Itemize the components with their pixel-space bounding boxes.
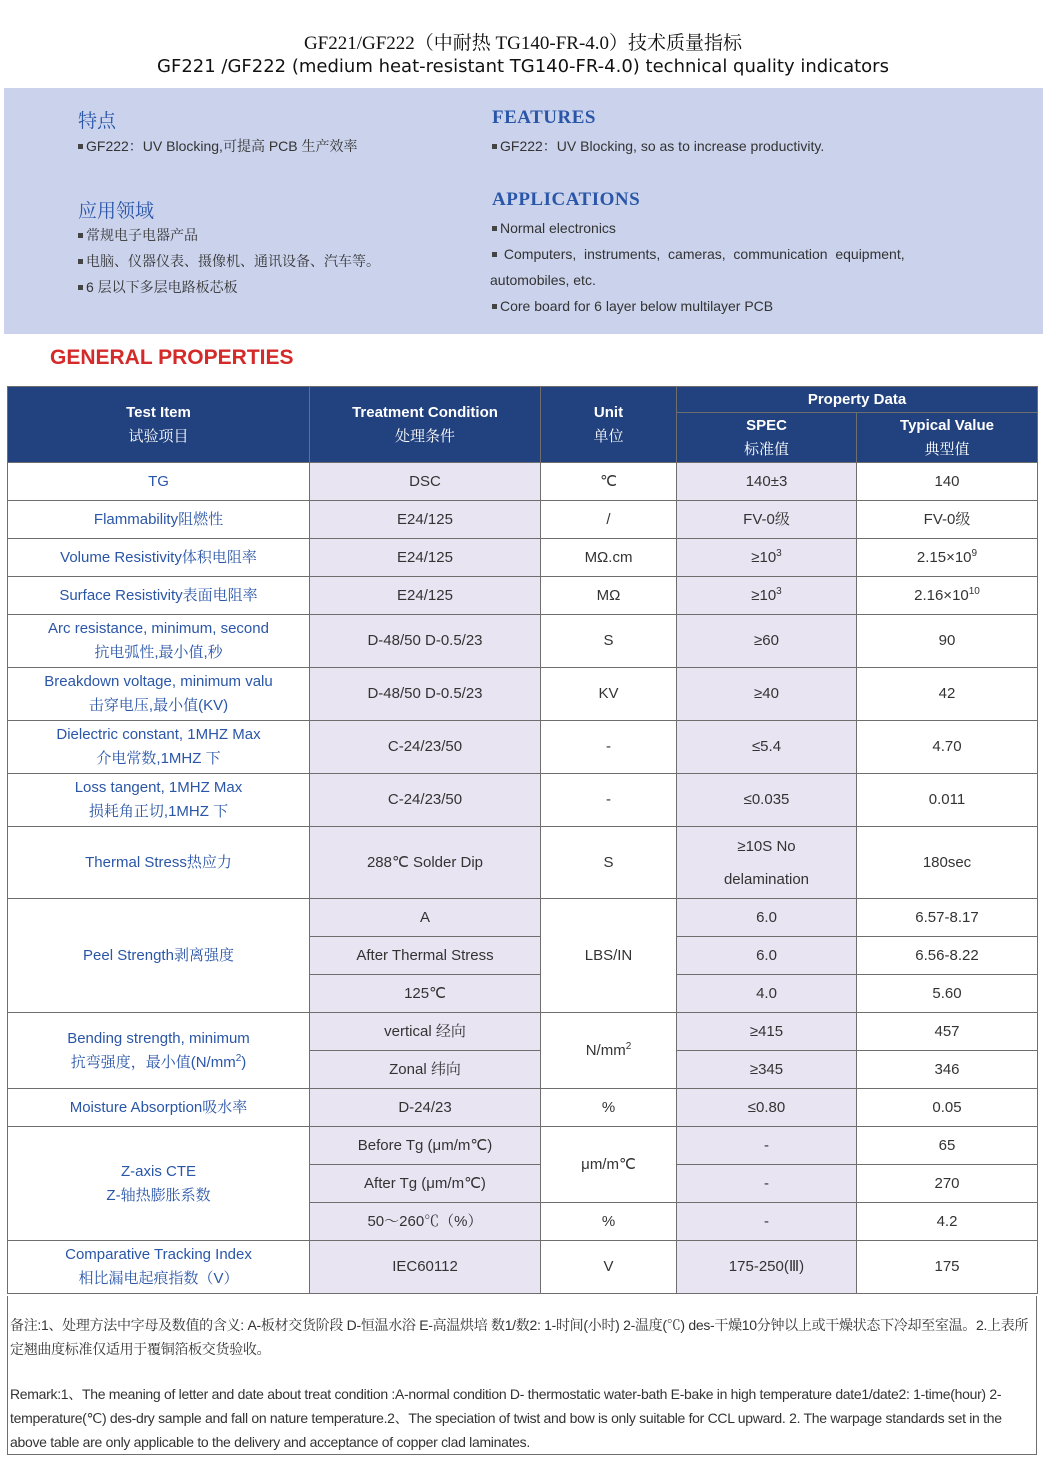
cell-typical: 0.011 (857, 774, 1038, 827)
cell-spec: ≥40 (677, 668, 857, 721)
bullet-square-icon (492, 144, 497, 149)
cell-unit: V (541, 1241, 677, 1294)
bullet-square-icon (492, 252, 497, 257)
cell-condition: DSC (310, 463, 541, 501)
bullet-square-icon (492, 226, 497, 231)
remark-english: Remark:1、The meaning of letter and date about treat condition :A-normal condition D- thermostatic water-bath E-bake in high temperature date1/date2: 1-time(hour) 2-temperature(℃) des-dry sample and fall on nature temperature.2、The speciation of twist and bow is only suitable for CCL upward. 2. The warpage standards set in the above table are only applicable to the delivery and acceptance of copper clad laminates. (10, 1386, 1002, 1450)
cell-typical: 4.70 (857, 721, 1038, 774)
cell-unit: - (541, 774, 677, 827)
application-item-en: Normal electronics (492, 215, 616, 241)
bullet-square-icon (78, 144, 83, 149)
application-item-cn: 6 层以下多层电路板芯板 (78, 274, 238, 300)
cell-unit: ℃ (541, 463, 677, 501)
table-row (8, 577, 1038, 615)
cell-unit: MΩ.cm (541, 539, 677, 577)
cell-condition: D-48/50 D-0.5/23 (310, 668, 541, 721)
cell-typical: 5.60 (857, 975, 1038, 1013)
cell-unit: % (541, 1089, 677, 1127)
table-row (8, 501, 1038, 539)
cell-condition: D-48/50 D-0.5/23 (310, 615, 541, 668)
table-row (8, 1241, 1038, 1294)
cell-typical: 6.57-8.17 (857, 899, 1038, 937)
cell-spec: ≥345 (677, 1051, 857, 1089)
cell-typical: 270 (857, 1165, 1038, 1203)
cell-test-item: Z-axis CTE Z-轴热膨胀系数 (8, 1127, 310, 1241)
cell-unit: LBS/IN (541, 899, 677, 1013)
cell-unit: MΩ (541, 577, 677, 615)
cell-spec: 6.0 (677, 899, 857, 937)
cell-condition: 125℃ (310, 975, 541, 1013)
cell-typical: 4.2 (857, 1203, 1038, 1241)
cell-condition: C-24/23/50 (310, 774, 541, 827)
table-row (8, 668, 1038, 721)
cell-typical: 90 (857, 615, 1038, 668)
remark-chinese: 备注:1、处理方法中字母及数值的含义: A-板材交货阶段 D-恒温水浴 E-高温烘培 数1/数2: 1-时间(小时) 2-温度(℃) des-干燥10分钟以上或干燥状态下冷却至室温。2.上表所定翘曲度标准仅适用于覆铜箔板交货验收。 (10, 1317, 1029, 1357)
cell-condition: 50～260℃（%） (310, 1203, 541, 1241)
table-row (8, 615, 1038, 668)
cell-condition: A (310, 899, 541, 937)
cell-condition: E24/125 (310, 501, 541, 539)
cell-unit: S (541, 827, 677, 899)
document-title (0, 32, 1046, 78)
cell-test-item: Arc resistance, minimum, second 抗电弧性,最小值,秒 (8, 615, 310, 668)
cell-test-item: Thermal Stress热应力 (8, 827, 310, 899)
title-chinese: GF221/GF222（中耐热 TG140-FR-4.0）技术质量指标 (303, 33, 743, 54)
table-row (8, 1013, 1038, 1051)
cell-test-item: Loss tangent, 1MHZ Max 损耗角正切,1MHZ 下 (8, 774, 310, 827)
cell-test-item: Surface Resistivity表面电阻率 (8, 577, 310, 615)
cell-spec: $\ge 10^3$ (677, 577, 857, 615)
general-properties-title: GENERAL PROPERTIES (50, 346, 294, 369)
cell-condition: IEC60112 (310, 1241, 541, 1294)
cell-condition: vertical 经向 (310, 1013, 541, 1051)
cell-typical: 140 (857, 463, 1038, 501)
table-row (8, 539, 1038, 577)
cell-unit: S (541, 615, 677, 668)
features-panel (4, 88, 1043, 334)
applications-heading-cn: 应用领域 (78, 200, 155, 222)
cell-typical: 457 (857, 1013, 1038, 1051)
cell-spec: ≤0.80 (677, 1089, 857, 1127)
cell-unit: - (541, 721, 677, 774)
header-treatment-condition: Treatment Condition 处理条件 (310, 387, 541, 463)
cell-spec: - (677, 1127, 857, 1165)
cell-condition: E24/125 (310, 539, 541, 577)
table-row (8, 463, 1038, 501)
cell-test-item: Dielectric constant, 1MHZ Max 介电常数,1MHZ 下 (8, 721, 310, 774)
cell-spec: $\ge 10^3$ (677, 539, 857, 577)
application-item-cn: 电脑、仪器仪表、摄像机、通讯设备、汽车等。 (78, 248, 380, 274)
features-heading-cn: 特点 (78, 110, 117, 132)
cell-unit: KV (541, 668, 677, 721)
cell-condition: C-24/23/50 (310, 721, 541, 774)
cell-condition: After Tg (μm/m℃) (310, 1165, 541, 1203)
cell-condition: E24/125 (310, 577, 541, 615)
table-row (8, 827, 1038, 899)
header-typical-value: Typical Value 典型值 (857, 413, 1038, 463)
bullet-square-icon (78, 285, 83, 290)
table-row (8, 721, 1038, 774)
cell-spec: 175-250(Ⅲ) (677, 1241, 857, 1294)
application-item-cn: 常规电子电器产品 (78, 222, 198, 248)
cell-test-item: Peel Strength剥离强度 (8, 899, 310, 1013)
cell-test-item: Volume Resistivity体积电阻率 (8, 539, 310, 577)
bullet-square-icon (492, 304, 497, 309)
applications-heading-en: APPLICATIONS (492, 189, 641, 210)
cell-spec: - (677, 1203, 857, 1241)
cell-test-item: Moisture Absorption吸水率 (8, 1089, 310, 1127)
cell-unit: μm/m℃ (541, 1127, 677, 1203)
bullet-square-icon (78, 233, 83, 238)
application-item-en: Core board for 6 layer below multilayer PCB (492, 293, 773, 319)
cell-unit: $N/mm^2$ (541, 1013, 677, 1089)
general-properties-table (7, 386, 1038, 1294)
cell-condition: D-24/23 (310, 1089, 541, 1127)
header-spec: SPEC 标准值 (677, 413, 857, 463)
remarks-box (7, 1296, 1037, 1455)
cell-test-item: Bending strength, minimum 抗弯强度，最小值$(N/mm^2)$ (8, 1013, 310, 1089)
feature-item-en: GF222：UV Blocking, so as to increase productivity. (492, 133, 824, 159)
cell-typical: 42 (857, 668, 1038, 721)
table-header-row (8, 387, 1038, 413)
bullet-square-icon (78, 259, 83, 264)
cell-test-item: Flammability阻燃性 (8, 501, 310, 539)
cell-spec: 140±3 (677, 463, 857, 501)
table-row (8, 1127, 1038, 1165)
header-test-item: Test Item 试验项目 (8, 387, 310, 463)
cell-spec: ≤0.035 (677, 774, 857, 827)
cell-unit: % (541, 1203, 677, 1241)
cell-condition: After Thermal Stress (310, 937, 541, 975)
cell-spec: ≥60 (677, 615, 857, 668)
cell-spec: ≤5.4 (677, 721, 857, 774)
table-row (8, 899, 1038, 937)
title-english: GF221 /GF222 (medium heat-resistant TG140-FR-4.0) technical quality indicators (157, 56, 889, 77)
cell-test-item: Breakdown voltage, minimum valu 击穿电压,最小值(KV) (8, 668, 310, 721)
cell-typical: 180sec (857, 827, 1038, 899)
cell-test-item: Comparative Tracking Index 相比漏电起痕指数（V） (8, 1241, 310, 1294)
table-row (8, 774, 1038, 827)
cell-spec: 6.0 (677, 937, 857, 975)
table-row (8, 1089, 1038, 1127)
cell-condition: Before Tg (μm/m℃) (310, 1127, 541, 1165)
cell-typical: 346 (857, 1051, 1038, 1089)
application-item-en: Computers, instruments, cameras, communication equipment, (492, 241, 905, 267)
cell-test-item: TG (8, 463, 310, 501)
cell-unit: / (541, 501, 677, 539)
cell-spec: ≥415 (677, 1013, 857, 1051)
cell-typical: FV-0级 (857, 501, 1038, 539)
cell-condition: Zonal 纬向 (310, 1051, 541, 1089)
feature-item-cn: GF222：UV Blocking,可提高 PCB 生产效率 (78, 133, 358, 159)
cell-spec: 4.0 (677, 975, 857, 1013)
cell-typical: $2.15\times 10^9$ (857, 539, 1038, 577)
cell-typical: 0.05 (857, 1089, 1038, 1127)
cell-condition: 288℃ Solder Dip (310, 827, 541, 899)
cell-typical: 175 (857, 1241, 1038, 1294)
features-heading-en: FEATURES (492, 107, 596, 128)
cell-typical: $2.16\times 10^{10}$ (857, 577, 1038, 615)
header-unit: Unit 单位 (541, 387, 677, 463)
cell-spec: ≥10S No delamination (677, 827, 857, 899)
application-item-en-continued: automobiles, etc. (490, 272, 596, 288)
header-property-data: Property Data (677, 387, 1038, 413)
cell-spec: FV-0级 (677, 501, 857, 539)
cell-spec: - (677, 1165, 857, 1203)
cell-typical: 65 (857, 1127, 1038, 1165)
cell-typical: 6.56-8.22 (857, 937, 1038, 975)
